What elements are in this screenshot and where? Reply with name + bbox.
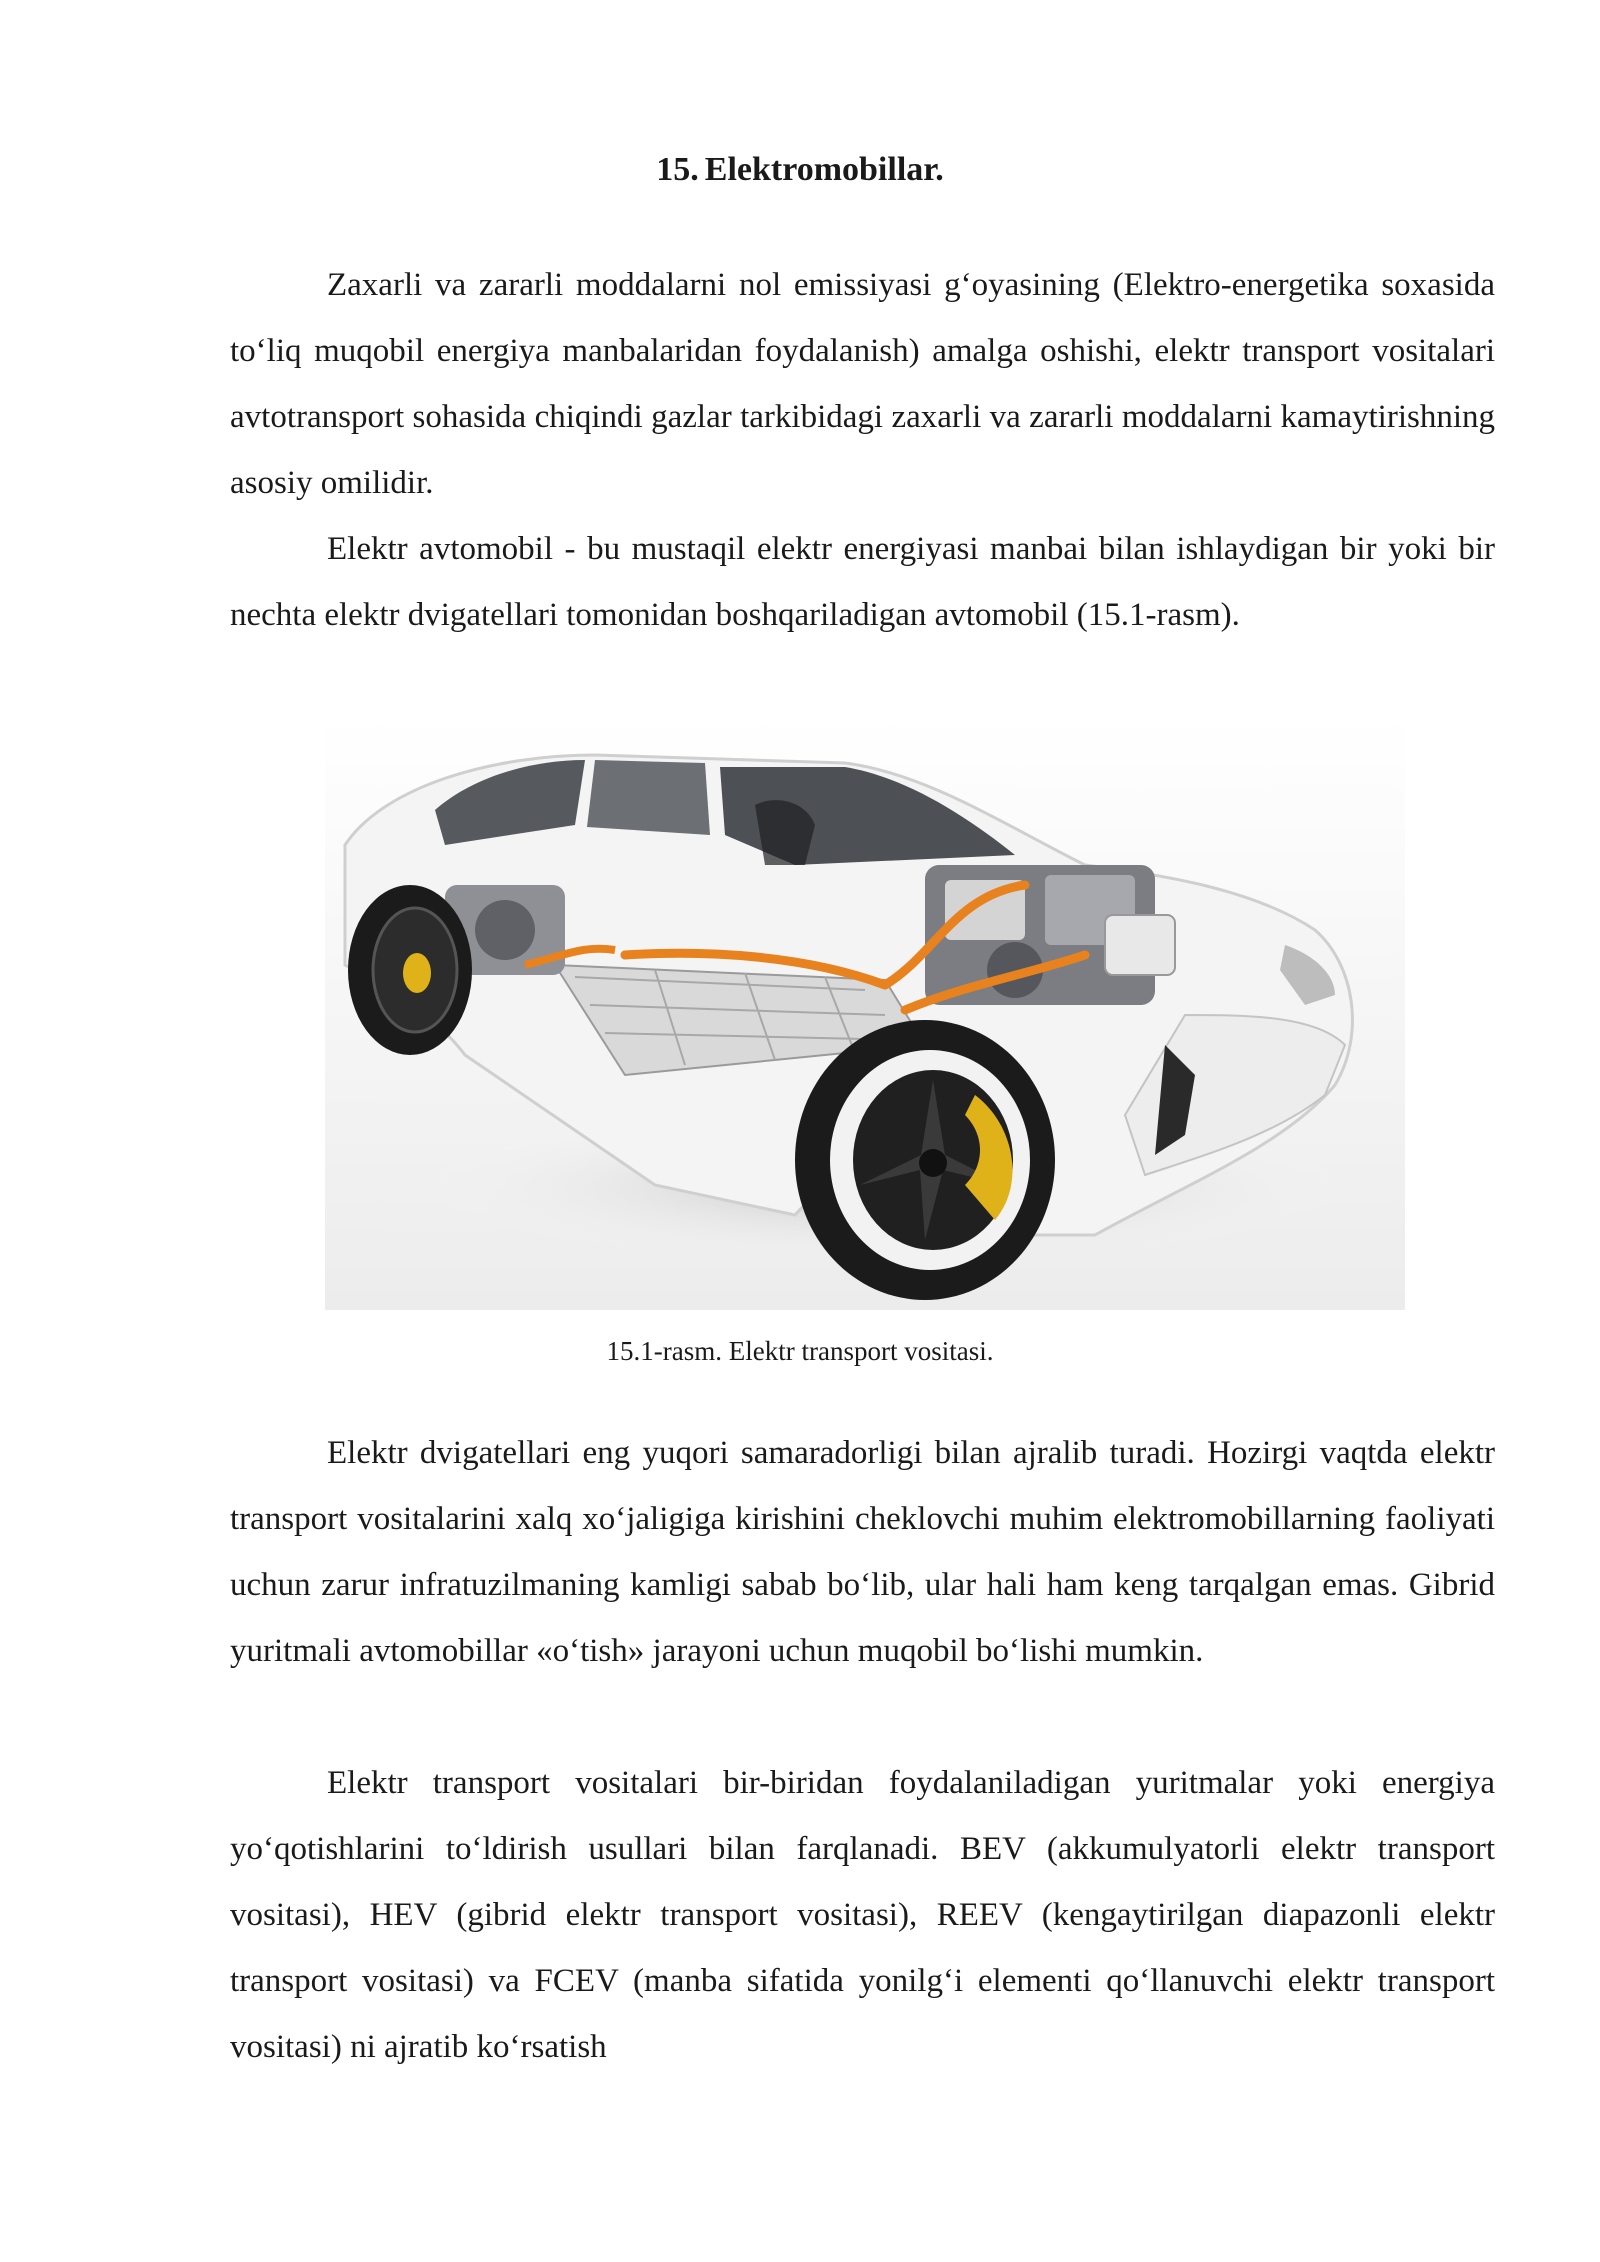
section-heading <box>0 150 1600 190</box>
paragraph-4: Elektr transport vositalari bir-biridan foydalaniladigan yuritmalar yoki energiya yo‘qotishlarini to‘ldirish usullari bilan farqlanadi. BEV (akkumulyatorli elektr transport vositasi), HEV (gibrid elektr transport vositasi), REEV (kengaytirilgan diapazonli elektr transport vositasi) va FCEV (manba sifatida yonilg‘i elementi qo‘llanuvchi elektr transport vositasi) ni ajratib ko‘rsatish <box>230 1765 1495 2065</box>
electric-car-cutaway-illustration <box>325 715 1405 1310</box>
section-number: 15. <box>656 151 699 188</box>
front-electronics-assembly <box>925 865 1175 1005</box>
figure-electric-car-image <box>325 715 1405 1310</box>
paragraph-1: Zaxarli va zararli moddalarni nol emissiyasi g‘oyasining (Elektro-energetika soxasida to‘liq muqobil energiya manbalaridan foydalanish) amalga oshishi, elektr transport vositalari avtotransport sohasida chiqindi gazlar tarkibidagi zaxarli va zararli moddalarni kamaytirishning asosiy omilidir. <box>230 267 1495 501</box>
section-title: Elektromobillar. <box>704 151 944 188</box>
paragraph-3: Elektr dvigatellari eng yuqori samaradorligi bilan ajralib turadi. Hozirgi vaqtda elektr transport vositalarini xalq xo‘jaligiga kirishini cheklovchi muhim elektromobillarning faoliyati uchun zarur infratuzilmaning kamligi sabab bo‘lib, ular hali ham keng tarqalgan emas. Gibrid yuritmali avtomobillar «o‘tish» jarayoni uchun muqobil bo‘lishi mumkin. <box>230 1435 1495 1669</box>
paragraph-2: Elektr avtomobil - bu mustaqil elektr energiyasi manbai bilan ishlaydigan bir yoki bir nechta elektr dvigatellari tomonidan boshqariladigan avtomobil (15.1-rasm). <box>230 531 1495 633</box>
side-window <box>587 760 710 835</box>
rear-wheel <box>348 885 472 1055</box>
front-wheel <box>795 1020 1055 1300</box>
figure-caption: 15.1-rasm. Elektr transport vositasi. <box>606 1336 994 1366</box>
